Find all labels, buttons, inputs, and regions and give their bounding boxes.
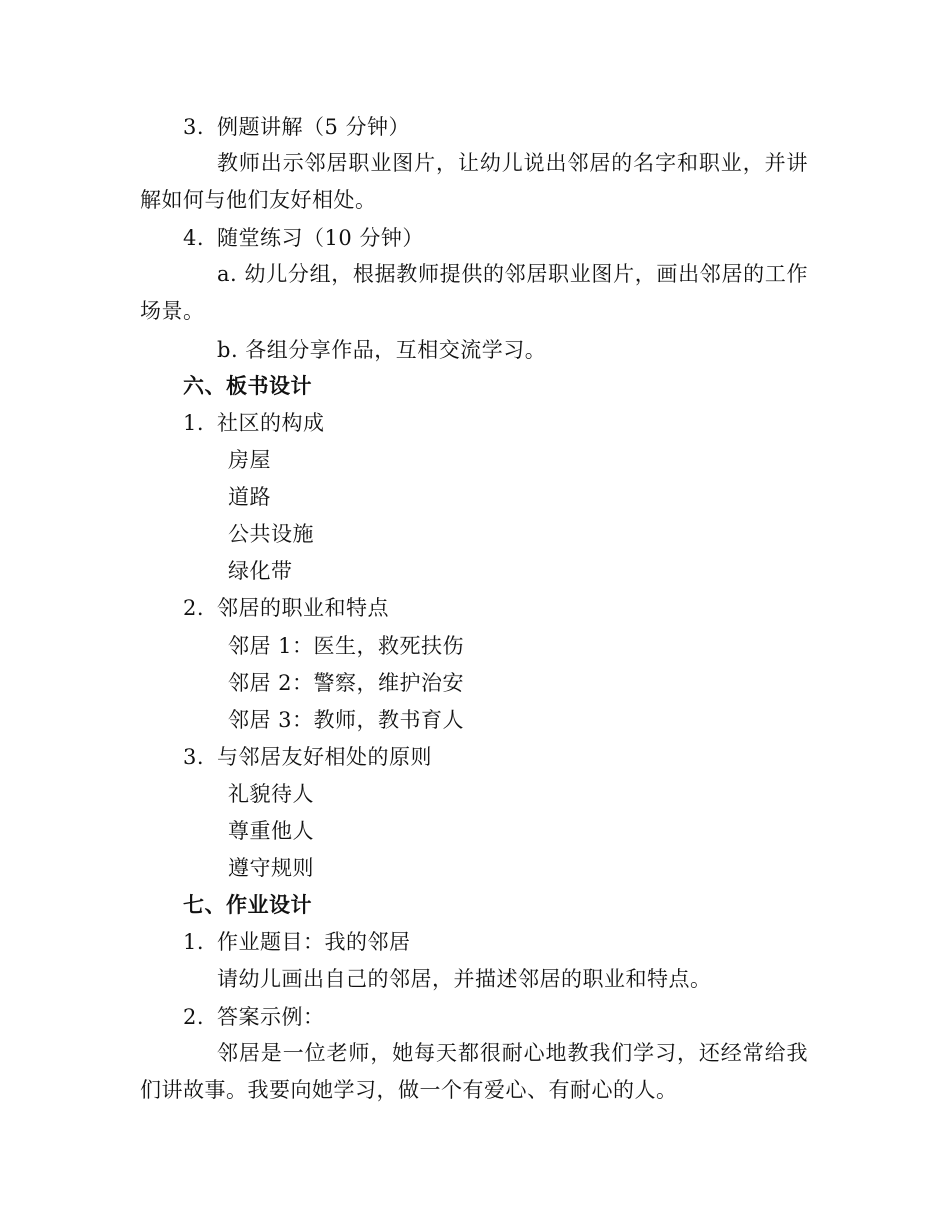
sub-item: 邻居 2：警察，维护治安 — [228, 671, 465, 695]
list-number: 1. — [183, 411, 205, 435]
list-title: 作业题目：我的邻居 — [217, 930, 411, 954]
sub-item: 邻居 1：医生，救死扶伤 — [228, 634, 465, 658]
list-item-heading — [183, 928, 411, 956]
list-number: 2. — [183, 596, 205, 620]
list-title: 随堂练习（10 分钟） — [217, 226, 424, 250]
sub-item: 公共设施 — [228, 522, 314, 546]
paragraph: 教师出示邻居职业图片，让幼儿说出邻居的名字和职业，并讲解如何与他们友好相处。 — [140, 151, 808, 212]
list-item-heading — [183, 743, 432, 771]
list-title: 邻居的职业和特点 — [217, 596, 389, 620]
sub-item: 尊重他人 — [228, 819, 314, 843]
list-title: 例题讲解（5 分钟） — [217, 115, 411, 139]
section-heading: 七、作业设计 — [183, 892, 312, 917]
sub-item: 礼貌待人 — [228, 782, 314, 806]
list-number: 3. — [183, 745, 205, 769]
list-number: 1. — [183, 930, 205, 954]
sub-item: 道路 — [228, 485, 271, 509]
list-title: 与邻居友好相处的原则 — [217, 745, 432, 769]
sub-item: 邻居 3：教师，教书育人 — [228, 708, 465, 732]
paragraph: 请幼儿画出自己的邻居，并描述邻居的职业和特点。 — [217, 967, 712, 991]
list-number: 4. — [183, 226, 205, 250]
sub-item: 绿化带 — [228, 559, 293, 583]
list-item-heading — [183, 224, 424, 252]
paragraph: b. 各组分享作品，互相交流学习。 — [217, 338, 547, 362]
list-item-heading — [183, 1003, 325, 1031]
sub-item: 房屋 — [228, 448, 271, 472]
list-item-heading — [183, 594, 389, 622]
list-item-heading — [183, 409, 325, 437]
paragraph: a. 幼儿分组，根据教师提供的邻居职业图片，画出邻居的工作场景。 — [140, 262, 808, 323]
list-number: 3. — [183, 115, 205, 139]
list-title: 社区的构成 — [217, 411, 325, 435]
list-item-heading — [183, 113, 410, 141]
list-number: 2. — [183, 1005, 205, 1029]
list-title: 答案示例： — [217, 1005, 325, 1029]
section-heading: 六、板书设计 — [183, 373, 312, 398]
sub-item: 遵守规则 — [228, 856, 314, 880]
paragraph: 邻居是一位老师，她每天都很耐心地教我们学习，还经常给我们讲故事。我要向她学习，做一个有爱心、有耐心的人。 — [140, 1041, 808, 1102]
